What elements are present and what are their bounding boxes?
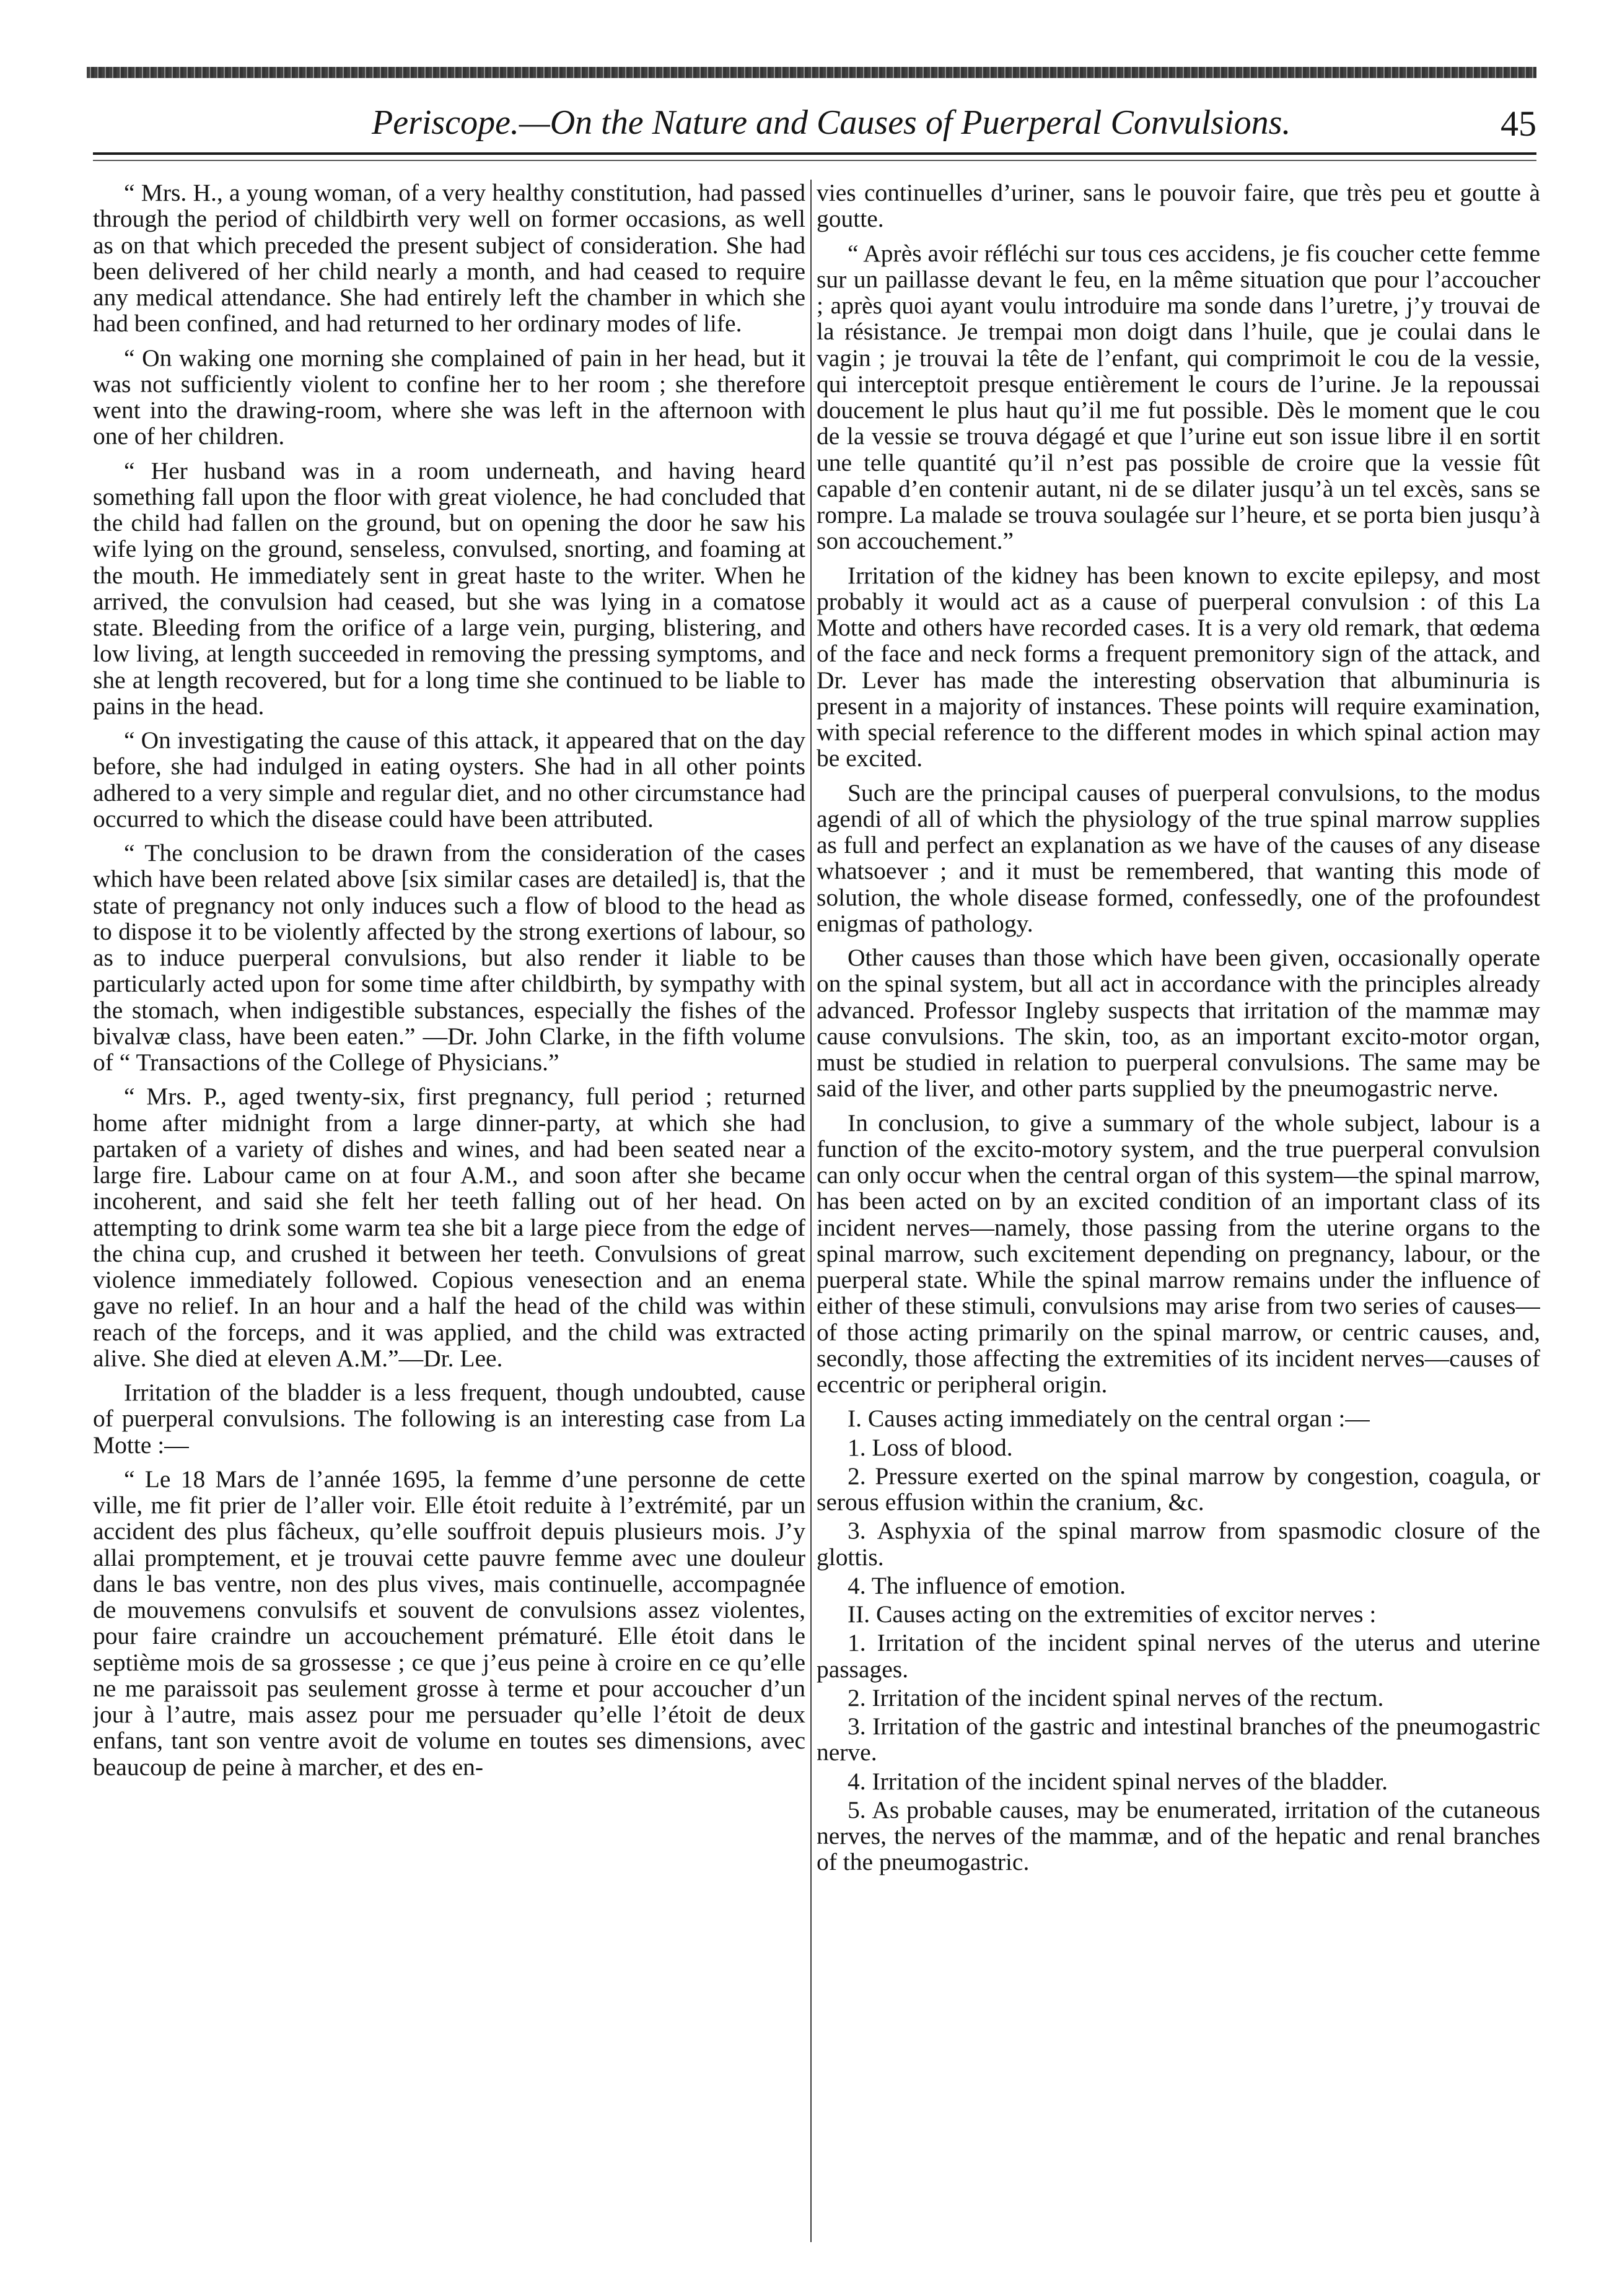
paragraph: “ On waking one morning she complained of pain in her head, but it was not sufficiently violent to confine her to her room ; she therefore went into the drawing-room, where she was left in the afternoon with one of her children. bbox=[93, 344, 805, 450]
paragraph: Irritation of the bladder is a less frequent, though undoubted, cause of puerperal convulsions. The following is an interesting case from La Motte :— bbox=[93, 1379, 805, 1459]
paragraph: vies continuelles d’uriner, sans le pouvoir faire, que très peu et goutte à goutte. bbox=[817, 180, 1540, 233]
paragraph: “ Le 18 Mars de l’année 1695, la femme d’une personne de cette ville, me fit prier de l’aller voir. Elle étoit reduite à l’extrémité, par un accident des plus fâcheux, qu’elle souffroit depuis plusieurs mois. J’y allai promptement, et je trouvai cette pauvre femme avec une douleur dans le bas ventre, non des plus vives, mais continuelle, accompagnée de mouvemens convulsifs et souvent de convulsions assez violentes, pour faire craindre un accouchement prématuré. Elle étoit dans le septième mois de sa grossesse ; ce que j’eus peine à croire en ce qu’elle ne me paraissoit pas seulement grosse à terme et pour accoucher d’un jour à l’autre, mais assez pour me persuader qu’elle l’étoit de deux enfans, tant son ventre avoit de volume en toutes ses dimensions, avec beaucoup de peine à marcher, et des en- bbox=[93, 1465, 805, 1781]
paragraph: “ On investigating the cause of this attack, it appeared that on the day before, she had indulged in eating oysters. She had in all other points adhered to a very simple and regular diet, and no other circumstance had occurred to which the disease could have been attributed. bbox=[93, 727, 805, 832]
list-heading: I. Causes acting immediately on the central organ :— bbox=[848, 1405, 1370, 1433]
paragraph: Other causes than those which have been given, occasionally operate on the spinal system, but all act in accordance with the principles already advanced. Professor Ingleby suspects that irritation of the mammæ may cause convulsions. The skin, too, as an important excito-motor organ, must be studied in relation to puerperal convulsions. The same may be said of the liver, and other parts supplied by the pneumogastric nerve. bbox=[817, 944, 1540, 1102]
paragraph: “ Her husband was in a room underneath, and having heard something fall upon the floor with great violence, he had concluded that the child had fallen on the ground, but on opening the door he saw his wife lying on the ground, senseless, convulsed, snorting, and foaming at the mouth. He immediately sent in great haste to the writer. When he arrived, the convulsion had ceased, but she was lying in a comatose state. Bleeding from the orifice of a large vein, purging, blistering, and low living, at length succeeded in removing the pressing symptoms, and she at length recovered, but for a long time she continued to be liable to pains in the head. bbox=[93, 456, 805, 720]
list-item: 3. Irritation of the gastric and intestinal branches of the pneumogastric nerve. bbox=[817, 1713, 1540, 1766]
list-item: 2. Irritation of the incident spinal nerves of the rectum. bbox=[848, 1683, 1384, 1711]
list-item: 4. Irritation of the incident spinal nerves of the bladder. bbox=[848, 1767, 1388, 1795]
paragraph: “ Après avoir réfléchi sur tous ces accidens, je fis coucher cette femme sur un paillasse devant le feu, en la même situation que pour l’accoucher ; après quoi ayant voulu introduire ma sonde dans l’uretre, j’y trouvai de la résistance. Je trempai mon doigt dans l’huile, que je coulai dans le vagin ; je trouvai la tête de l’enfant, qui comprimoit le cou de la vessie, qui interceptoit presque entièrement le cours de l’urine. Je la repoussai doucement le plus haut qu’il me fut possible. Dès le moment que le cou de la vessie se trouva dégagé et que l’urine eut son issue libre il en sortit une telle quantité qu’il n’est pas possible de croire que la vessie fût capable d’en contenir autant, ni de se dilater jusqu’à un tel excès, sans se rompre. La malade se trouva soulagée sur l’heure, et se porta bien jusqu’à son accouchement.” bbox=[817, 239, 1540, 555]
list-item: 5. As probable causes, may be enumerated, irritation of the cutaneous nerves, the nerves of the mammæ, and of the hepatic and renal branches of the pneumogastric. bbox=[817, 1796, 1540, 1876]
list-item: 4. The influence of emotion. bbox=[848, 1571, 1126, 1599]
list-heading: II. Causes acting on the extremities of excitor nerves : bbox=[848, 1600, 1377, 1628]
paragraph: “ Mrs. H., a young woman, of a very healthy constitution, had passed through the period of childbirth very well on former occasions, as well as on that which preceded the present subject of consideration. She had been delivered of her child nearly a month, and had ceased to require any medical attendance. She had entirely left the chamber in which she had been confined, and had returned to her ordinary modes of life. bbox=[93, 180, 805, 338]
list-item: 1. Irritation of the incident spinal nerves of the uterus and uterine passages. bbox=[817, 1629, 1540, 1683]
list-item: 3. Asphyxia of the spinal marrow from spasmodic closure of the glottis. bbox=[817, 1517, 1540, 1571]
paragraph: In conclusion, to give a summary of the whole subject, labour is a function of the excito-motory system, and the true puerperal convulsion can only occur when the central organ of this system—the spinal marrow, has been acted on by an excited condition of an important class of its incident nerves—namely, those passing from the uterine organs to the spinal marrow, such excitement depending on pregnancy, labour, or the puerperal state. While the spinal marrow remains under the influence of either of these stimuli, convulsions may arise from two series of causes—of those acting primarily on the spinal marrow, or centric causes, and, secondly, those affecting the extremities of its incident nerves—causes of eccentric or peripheral origin. bbox=[817, 1109, 1540, 1398]
top-border-rule bbox=[87, 67, 1536, 78]
paragraph: “ Mrs. P., aged twenty-six, first pregnancy, full period ; returned home after midnight from a large dinner-party, at which she had partaken of a variety of dishes and wines, and had been seated near a large fire. Labour came on at four A.M., and soon after she became incoherent, and said she felt her teeth falling out of her head. On attempting to drink some warm tea she bit a large piece from the edge of the china cup, and crushed it between her teeth. Convulsions of great violence immediately followed. Copious venesection and an enema gave no relief. In an hour and a half the head of the child was within reach of the forceps, and it was applied, and the child was extracted alive. She died at eleven A.M.”—Dr. Lee. bbox=[93, 1083, 805, 1372]
running-title: Periscope.—On the Nature and Causes of Puerperal Convulsions. bbox=[372, 103, 1291, 142]
page-number: 45 bbox=[1501, 103, 1536, 144]
header-rule-thin bbox=[93, 160, 1536, 161]
list-item: 2. Pressure exerted on the spinal marrow by congestion, coagula, or serous effusion within the cranium, &c. bbox=[817, 1462, 1540, 1516]
column-divider bbox=[810, 180, 812, 2242]
left-column bbox=[93, 180, 805, 2248]
paragraph: Irritation of the kidney has been known to excite epilepsy, and most probably it would act as a cause of puerperal convulsion : of this La Motte and others have recorded cases. It is a very old remark, that œdema of the face and neck forms a frequent premonitory sign of the attack, and Dr. Lever has made the interesting observation that albuminuria is present in a majority of instances. These points will require examination, with special reference to the different modes in which spinal action may be excited. bbox=[817, 561, 1540, 772]
paragraph: Such are the principal causes of puerperal convulsions, to the modus agendi of all of which the physiology of the true spinal marrow supplies as full and perfect an explanation as we have of the causes of any disease whatsoever ; and it must be remembered, that wanting this mode of solution, the whole disease formed, confessedly, one of the profoundest enigmas of pathology. bbox=[817, 779, 1540, 937]
paragraph: “ The conclusion to be drawn from the consideration of the cases which have been related above [six similar cases are detailed] is, that the state of pregnancy not only induces such a flow of blood to the head as to dispose it to be violently affected by the strong exertions of labour, so as to induce puerperal convulsions, but also render it liable to be particularly acted upon for some time after childbirth, by sympathy with the stomach, when indigestible substances, especially the fishes of the bivalvæ class, have been eaten.” —Dr. John Clarke, in the fifth volume of “ Transactions of the College of Physicians.” bbox=[93, 839, 805, 1076]
right-column bbox=[817, 180, 1540, 2248]
header-rule bbox=[93, 152, 1536, 155]
list-item: 1. Loss of blood. bbox=[848, 1433, 1013, 1461]
